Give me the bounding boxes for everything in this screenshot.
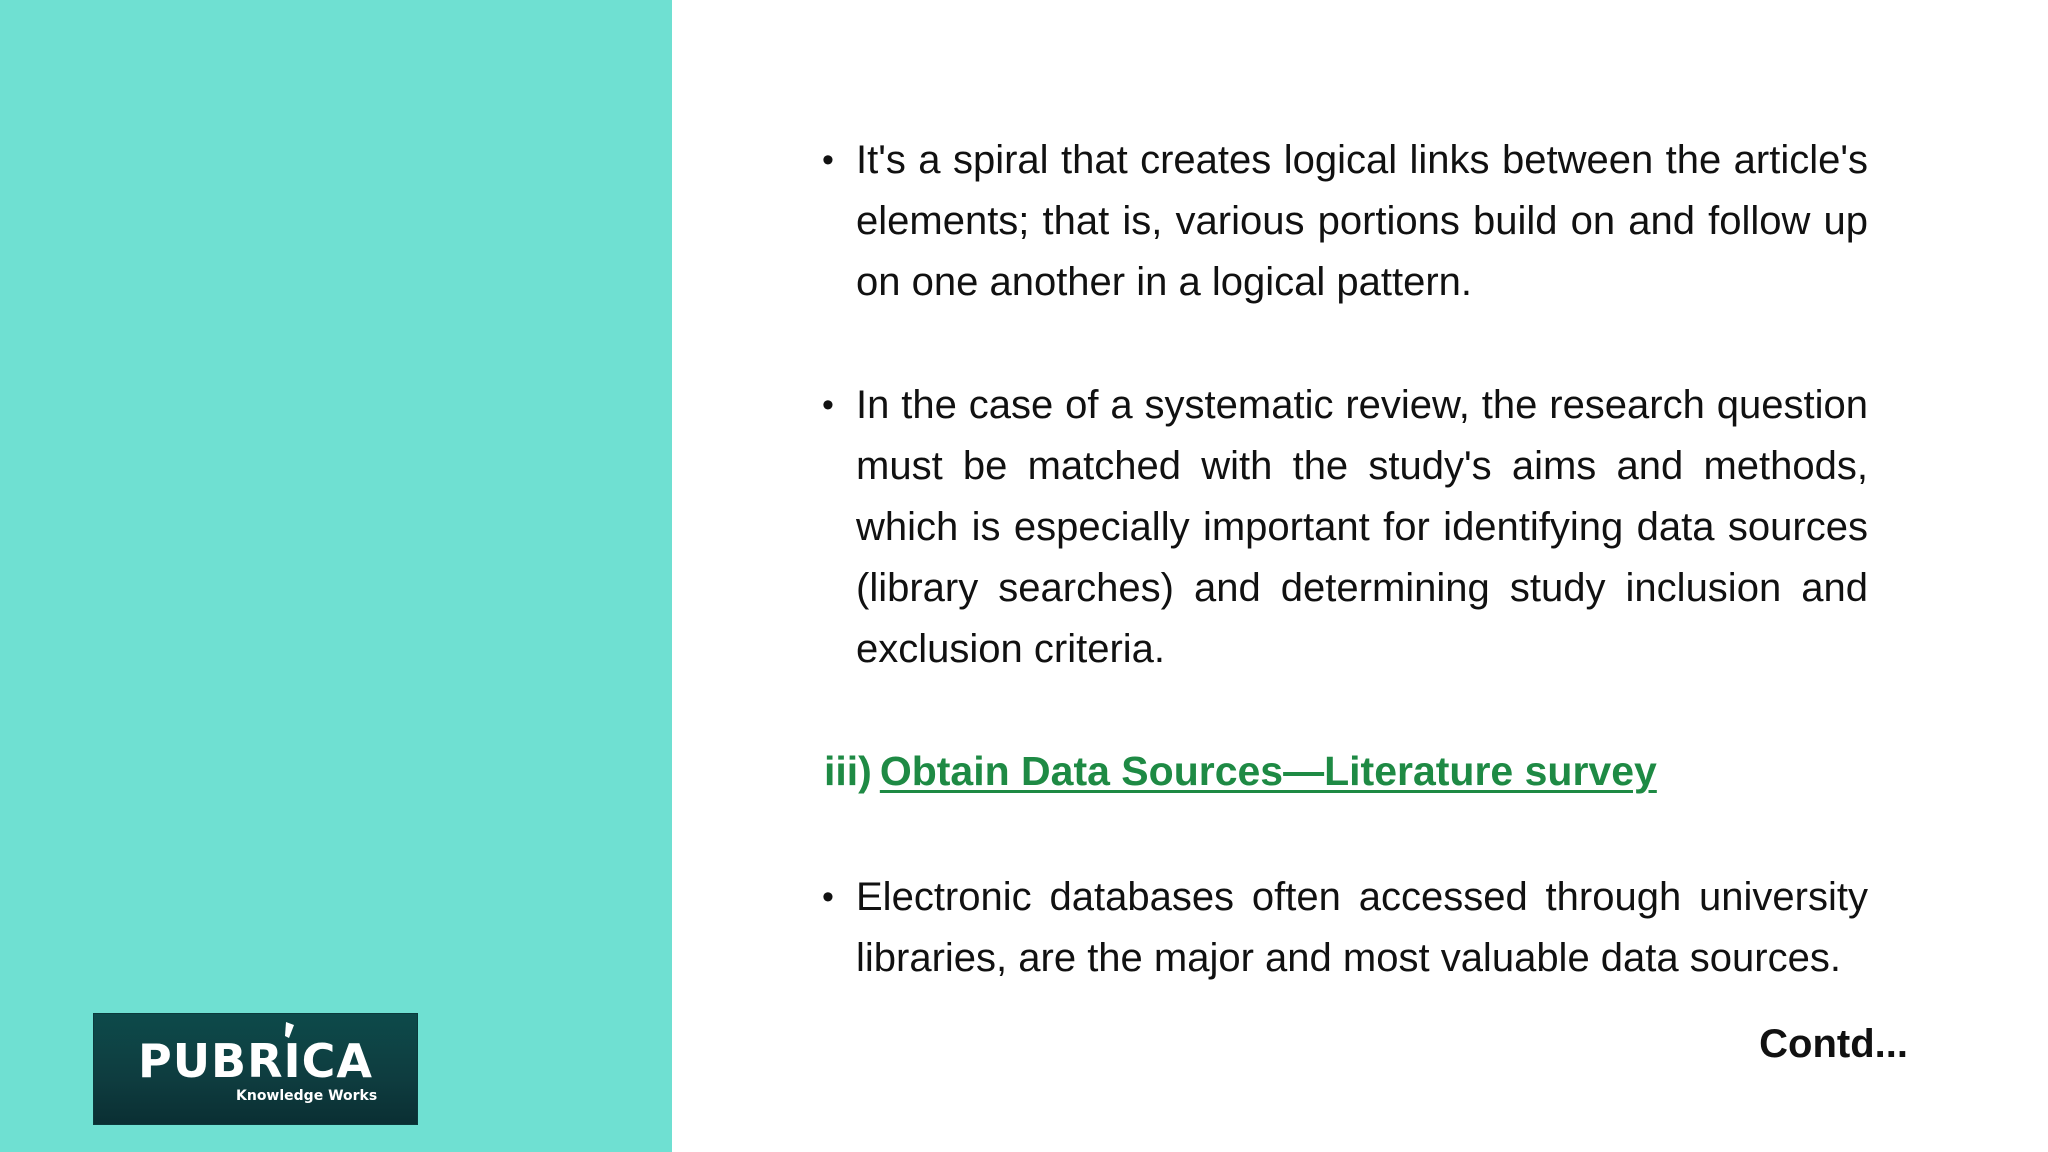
bullet-text: Electronic databases often accessed through university libraries, are the major and most valuable data sources. — [856, 875, 1868, 980]
logo-tagline: Knowledge Works — [236, 1088, 378, 1104]
bullet-item — [822, 867, 1868, 989]
bullet-text: It's a spiral that creates logical links between the article's elements; that is, various portions build on and follow up on one another in a logical pattern. — [856, 138, 1868, 304]
slide-content — [824, 0, 1908, 1152]
logo-wordmark: PUBRICA — [137, 1034, 374, 1088]
bullet-item — [822, 130, 1868, 313]
bullet-dot-icon: • — [822, 386, 834, 424]
section-heading — [824, 748, 1657, 795]
section-number: iii) — [824, 748, 872, 794]
contd-label: Contd... — [1759, 1022, 1908, 1066]
left-panel — [0, 0, 672, 1152]
bullet-dot-icon: • — [822, 878, 834, 916]
bullet-text: In the case of a systematic review, the research question must be matched with the study's aims and methods, which is especially important for identifying data sources (library searches) and determining study inclusion and exclusion criteria. — [856, 383, 1868, 671]
bullet-dot-icon: • — [822, 141, 834, 179]
bullet-item — [822, 375, 1868, 680]
section-title-link[interactable]: Obtain Data Sources—Literature survey — [879, 748, 1657, 794]
pubrica-logo — [93, 1013, 418, 1125]
